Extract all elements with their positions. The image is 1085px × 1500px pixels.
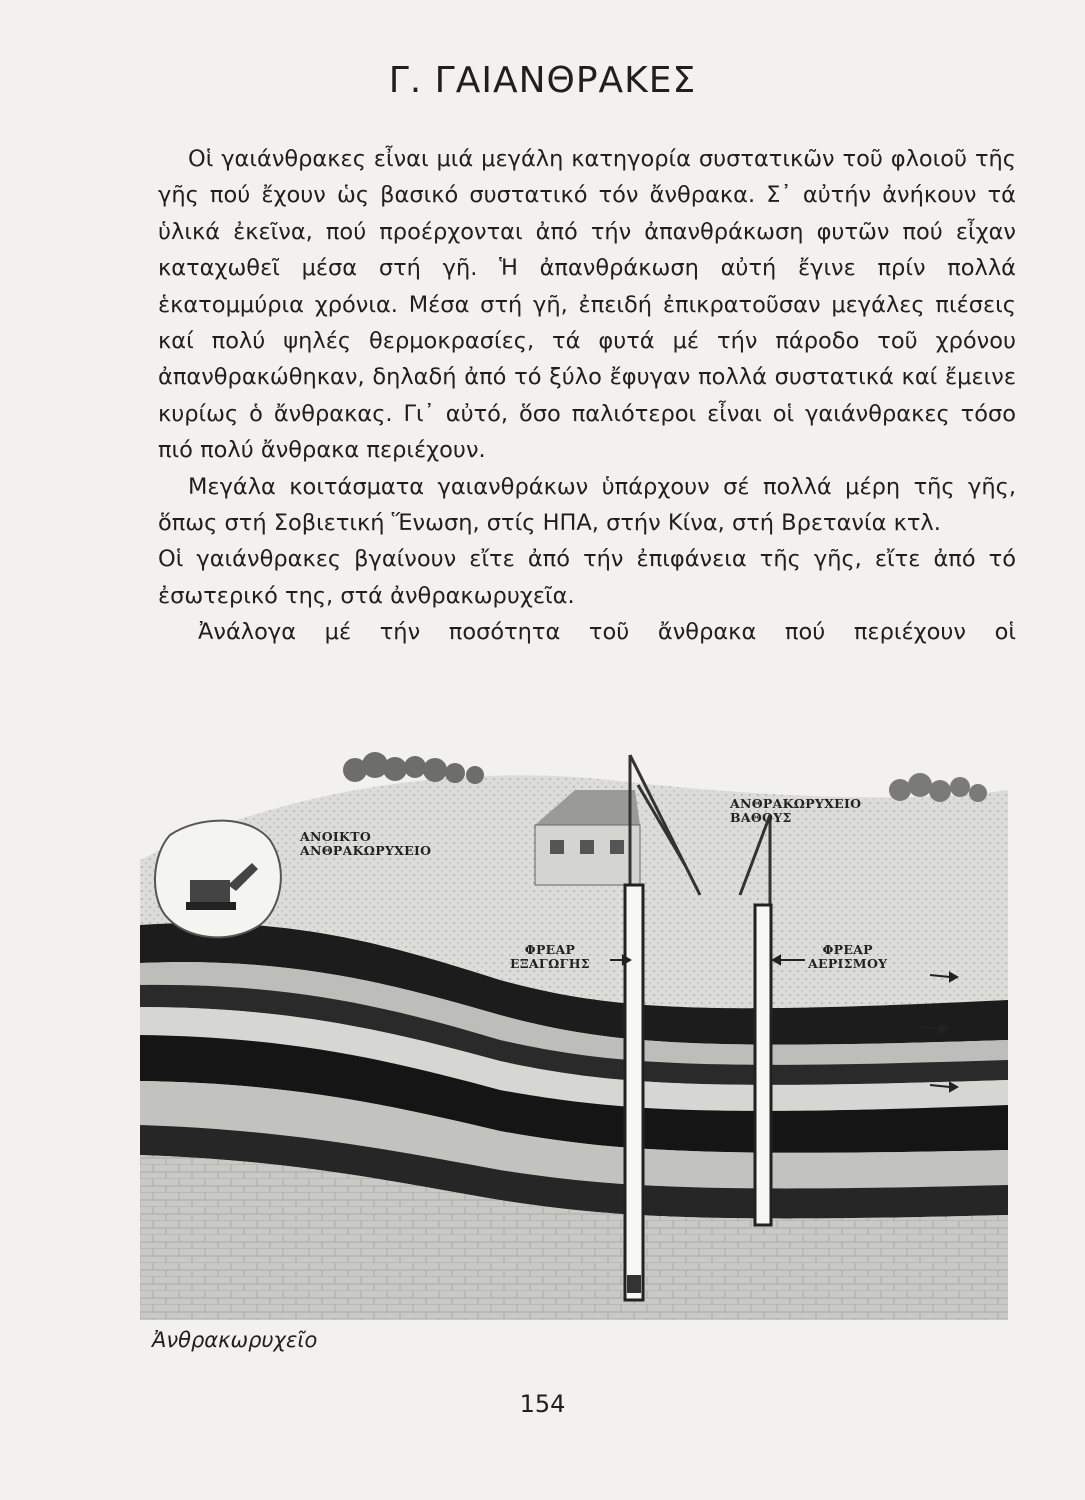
paragraph: Ἀνάλογα μέ τήν ποσότητα τοῦ ἄνθρακα πού περιέχουν οἱ	[198, 619, 1016, 646]
deep-mine-label: ΑΝΘΡΑΚΩΡΥΧΕΙΟ ΒΑΘΟΥΣ	[730, 796, 862, 825]
ventilation-shaft	[755, 905, 771, 1225]
extraction-shaft	[625, 885, 643, 1300]
paragraph: Οἱ γαιάνθρακες εἶναι μιά μεγάλη κατηγορία συστατικῶν τοῦ φλοιοῦ τῆς γῆς πού ἔχουν ὡς βασικό συστατικό τόν ἄνθρακα. Σ᾿ αὐτήν ἀνήκουν τά ὑλικά ἐκεῖνα, πού προέρχονται ἀπό τήν ἀπανθράκωση φυτῶν πού εἶχαν καταχωθεῖ μέσα στή γῆ. Ἡ ἀπανθράκωση αὐτή ἔγινε πρίν πολλά ἑκατομμύρια χρόνια. Μέσα στή γῆ, ἐπειδή ἐπικρατοῦσαν μεγάλες πιέσεις καί πολύ ψηλές θερμοκρασίες, τά φυτά μέ τήν πάροδο τοῦ χρόνου ἀπανθρακώθηκαν, δηλαδή ἀπό τό ξύλο ἔφυγαν πολλά συστατικά καί ἔμεινε κυρίως ὁ ἄνθρακας. Γι᾿ αὐτό, ὅσο παλιότεροι εἶναι οἱ γαιάνθρακες τόσο πιό πολύ ἄνθρακα περιέχουν.	[158, 146, 1016, 464]
open-pit	[155, 821, 281, 938]
coal-mine-drawing	[140, 745, 1008, 1320]
figure-caption: Ἀνθρακωρυχεῖο	[152, 1328, 318, 1352]
open-mine-label: ΑΝΟΙΚΤΟ ΑΝΘΡΑΚΩΡΥΧΕΙΟ	[300, 829, 432, 858]
page-number: 154	[519, 1390, 566, 1418]
ventilation-shaft-label: ΦΡΕΑΡ ΑΕΡΙΣΜΟΥ	[808, 942, 888, 971]
extraction-shaft-label: ΦΡΕΑΡ ΕΞΑΓΩΓΗΣ	[510, 942, 590, 971]
coal-mine-illustration	[140, 745, 1008, 1320]
body-text	[158, 141, 1016, 651]
excavator	[190, 880, 230, 902]
paragraph: Οἱ γαιάνθρακες βγαίνουν εἴτε ἀπό τήν ἐπιφάνεια τῆς γῆς, εἴτε ἀπό τό ἐσωτερικό της, στά ἀνθρακωρυχεῖα.	[158, 546, 1016, 609]
page-title: Γ. ΓΑΙΑΝΘΡΑΚΕΣ	[388, 60, 697, 102]
paragraph: Μεγάλα κοιτάσματα γαιανθράκων ὑπάρχουν σέ πολλά μέρη τῆς γῆς, ὅπως στή Σοβιετική Ἕνωση, στίς ΗΠΑ, στήν Κίνα, στή Βρετανία κτλ.	[158, 473, 1016, 537]
